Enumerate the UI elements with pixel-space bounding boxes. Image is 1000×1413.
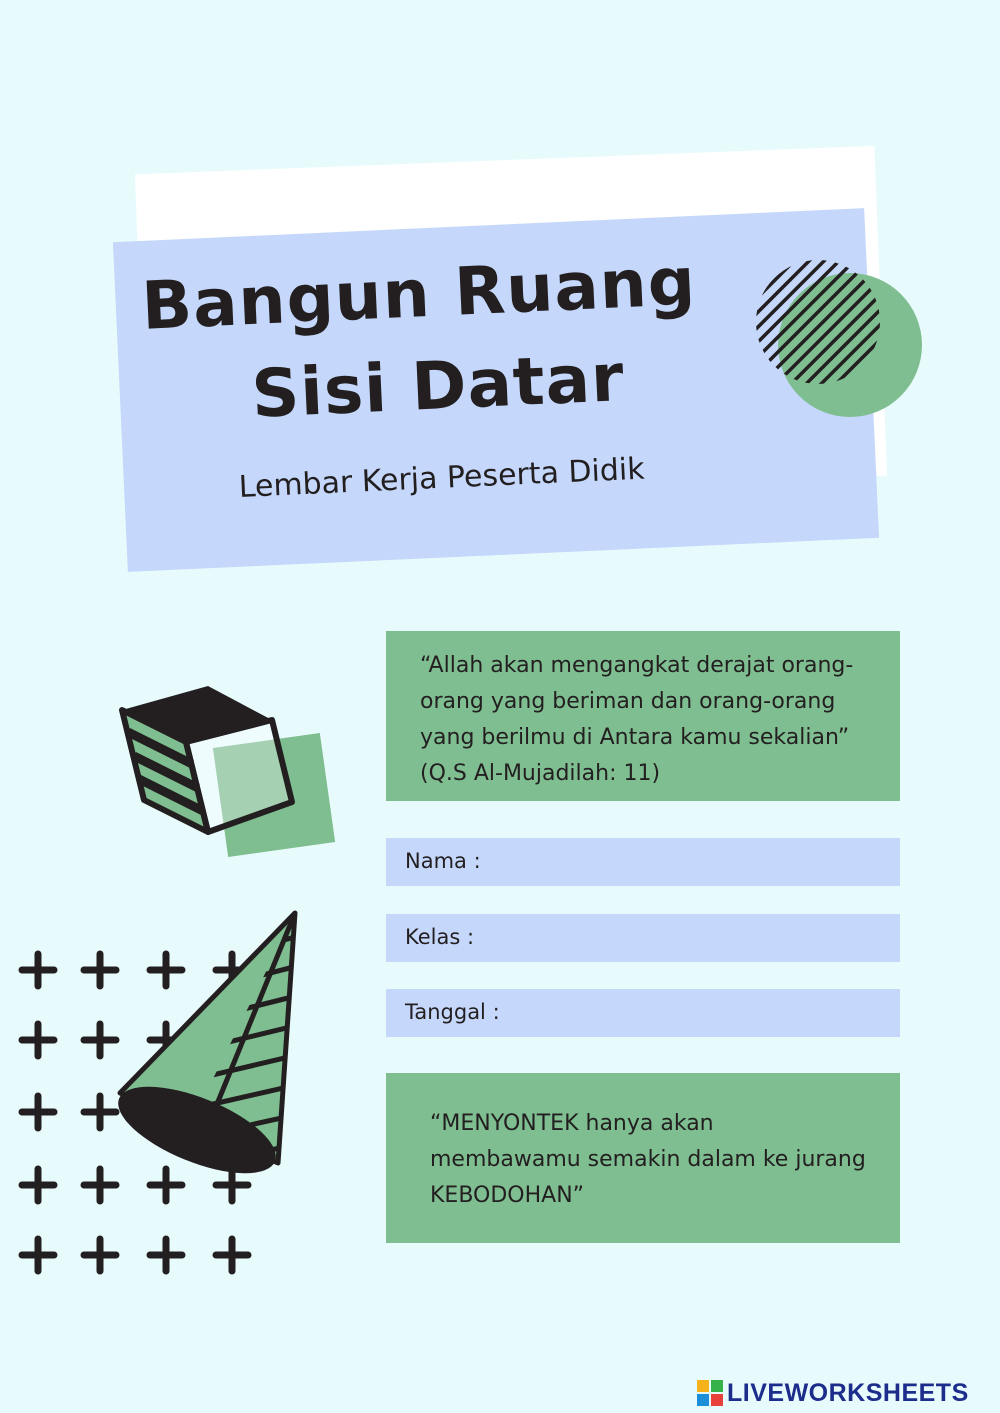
class-field-label: Kelas : [405, 925, 475, 949]
name-field-label: Nama : [405, 849, 481, 873]
date-field[interactable] [386, 989, 900, 1037]
liveworksheets-logo-icon [697, 1380, 723, 1406]
brand-name: LIVEWORKSHEETS [727, 1378, 969, 1407]
hatched-circle-decoration [750, 250, 925, 425]
page-title-line1: Bangun Ruang [140, 242, 698, 345]
name-field[interactable] [386, 838, 900, 886]
plus-grid-and-cone-decoration [10, 905, 340, 1295]
class-field[interactable] [386, 914, 900, 962]
cone-icon [107, 913, 340, 1191]
date-field-label: Tanggal : [405, 1000, 500, 1024]
page-title-line2: Sisi Datar [250, 339, 627, 433]
liveworksheets-brand[interactable] [697, 1378, 969, 1408]
quote-text-bottom: “MENYONTEK hanya akan membawamu semakin dalam ke jurang KEBODOHAN” [430, 1111, 866, 1208]
page-subtitle: Lembar Kerja Peserta Didik [238, 451, 646, 505]
cube-icon [110, 680, 340, 860]
quote-text-top: “Allah akan mengangkat derajat orang-orang yang beriman dan orang-orang yang berilmu di Antara kamu sekalian” (Q.S Al-Mujadilah: 11) [420, 653, 854, 786]
